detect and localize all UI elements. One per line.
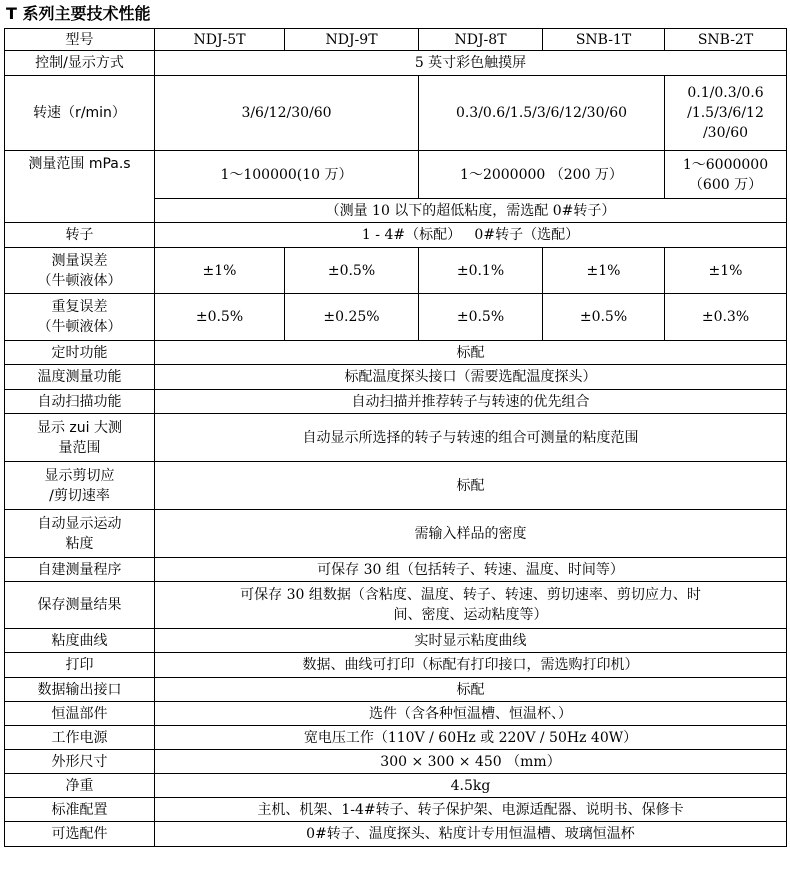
row-value: 数据、曲线可打印（标配有打印接口，需选购打印机） <box>155 653 787 678</box>
table-row <box>5 798 787 822</box>
text-line: 量范围 <box>58 439 101 456</box>
repeat-value: ±0.5% <box>419 294 543 341</box>
row-label <box>5 294 155 341</box>
speed-value <box>665 76 787 151</box>
row-value: 实时显示粘度曲线 <box>155 629 787 653</box>
table-row <box>5 558 787 582</box>
text-line: 显示剪切应 <box>44 467 115 484</box>
model-header: NDJ-8T <box>419 29 543 51</box>
row-label: 温度测量功能 <box>5 365 155 390</box>
row-value: 主机、机架、1-4#转子、转子保护架、电源适配器、说明书、保修卡 <box>155 798 787 822</box>
row-label: 转子 <box>5 223 155 248</box>
row-value: 需输入样品的密度 <box>155 510 787 558</box>
table-row <box>5 151 787 199</box>
table-row <box>5 341 787 365</box>
row-label: 恒温部件 <box>5 702 155 726</box>
error-value: ±1% <box>665 248 787 294</box>
repeat-value: ±0.5% <box>155 294 285 341</box>
row-label <box>5 248 155 294</box>
error-value: ±1% <box>543 248 665 294</box>
row-value: 标配 <box>155 341 787 365</box>
range-note: （测量 10 以下的超低粘度，需选配 0#转子） <box>155 199 787 223</box>
text-line: （牛顿液体） <box>37 319 122 335</box>
row-label: 打印 <box>5 653 155 678</box>
row-value: 标配 <box>155 678 787 702</box>
table-row <box>5 582 787 629</box>
table-row <box>5 294 787 341</box>
row-value: 标配温度探头接口（需要选配温度探头） <box>155 365 787 390</box>
repeat-value: ±0.5% <box>543 294 665 341</box>
spec-table <box>4 28 787 847</box>
range-value <box>665 151 787 199</box>
row-label: 外形尺寸 <box>5 750 155 774</box>
speed-value: 3/6/12/30/60 <box>155 76 419 151</box>
text-line: （牛顿液体） <box>37 272 122 289</box>
row-value: 选件（含各种恒温槽、恒温杯、） <box>155 702 787 726</box>
table-row <box>5 414 787 462</box>
row-value: 宽电压工作（110V / 60Hz 或 220V / 50Hz 40W） <box>155 726 787 750</box>
table-row <box>5 76 787 151</box>
row-value: 自动扫描并推荐转子与转速的优先组合 <box>155 390 787 414</box>
text-line: 粘度 <box>65 535 94 552</box>
repeat-value: ±0.25% <box>285 294 419 341</box>
row-value: 4.5kg <box>155 774 787 798</box>
text-line: 0.1/0.3/0.6 <box>687 85 764 101</box>
error-value: ±0.1% <box>419 248 543 294</box>
text-line: 1～6000000 <box>682 156 769 173</box>
text-line: /剪切速率 <box>49 487 110 504</box>
row-label: 转速（r/min） <box>5 76 155 151</box>
error-value: ±0.5% <box>285 248 419 294</box>
table-row <box>5 750 787 774</box>
model-header: NDJ-9T <box>285 29 419 51</box>
row-label: 自动扫描功能 <box>5 390 155 414</box>
table-row <box>5 390 787 414</box>
row-value: 可保存 30 组（包括转子、转速、温度、时间等） <box>155 558 787 582</box>
row-label: 测量范围 mPa.s <box>5 151 155 223</box>
row-value: 0#转子、温度探头、粘度计专用恒温槽、玻璃恒温杯 <box>155 822 787 847</box>
model-header-label: 型号 <box>5 29 155 51</box>
text-line: 重复误差 <box>51 299 108 315</box>
row-value: 自动显示所选择的转子与转速的组合可测量的粘度范围 <box>155 414 787 462</box>
text-line: /1.5/3/6/12 <box>687 105 764 121</box>
range-value: 1～2000000 （200 万） <box>419 151 665 199</box>
text-line: 测量误差 <box>51 252 108 269</box>
speed-value: 0.3/0.6/1.5/3/6/12/30/60 <box>419 76 665 151</box>
range-value: 1～100000(10 万） <box>155 151 419 199</box>
row-value <box>155 582 787 629</box>
model-header: SNB-2T <box>665 29 787 51</box>
table-row <box>5 774 787 798</box>
row-label: 数据输出接口 <box>5 678 155 702</box>
table-row <box>5 248 787 294</box>
text-line: /30/60 <box>702 125 749 141</box>
text-line: 可保存 30 组数据（含粘度、温度、转子、转速、剪切速率、剪切应力、时 <box>240 587 701 603</box>
table-row <box>5 365 787 390</box>
text-line: （600 万） <box>688 176 763 193</box>
row-label <box>5 510 155 558</box>
table-row <box>5 653 787 678</box>
row-label: 保存测量结果 <box>5 582 155 629</box>
repeat-value: ±0.3% <box>665 294 787 341</box>
text-line: 间、密度、运动粘度等） <box>393 607 548 623</box>
row-label <box>5 414 155 462</box>
row-label: 粘度曲线 <box>5 629 155 653</box>
row-label <box>5 462 155 510</box>
header-row <box>5 29 787 51</box>
text-line: 自动显示运动 <box>37 515 122 532</box>
table-row <box>5 462 787 510</box>
row-label: 标准配置 <box>5 798 155 822</box>
row-label: 自建测量程序 <box>5 558 155 582</box>
table-row <box>5 726 787 750</box>
row-value: 1 - 4#（标配） 0#转子（选配） <box>155 223 787 248</box>
row-label: 定时功能 <box>5 341 155 365</box>
row-label: 工作电源 <box>5 726 155 750</box>
row-label: 净重 <box>5 774 155 798</box>
row-label: 控制/显示方式 <box>5 51 155 76</box>
error-value: ±1% <box>155 248 285 294</box>
table-row <box>5 629 787 653</box>
text-line: 显示 zui 大测 <box>36 419 122 436</box>
row-value: 5 英寸彩色触摸屏 <box>155 51 787 76</box>
table-row <box>5 223 787 248</box>
table-row <box>5 678 787 702</box>
table-row <box>5 702 787 726</box>
table-row <box>5 51 787 76</box>
table-row <box>5 510 787 558</box>
table-row <box>5 822 787 847</box>
row-label: 可选配件 <box>5 822 155 847</box>
document-title: T 系列主要技术性能 <box>6 4 151 23</box>
row-value: 300 × 300 × 450 （mm） <box>155 750 787 774</box>
model-header: NDJ-5T <box>155 29 285 51</box>
row-value: 标配 <box>155 462 787 510</box>
model-header: SNB-1T <box>543 29 665 51</box>
